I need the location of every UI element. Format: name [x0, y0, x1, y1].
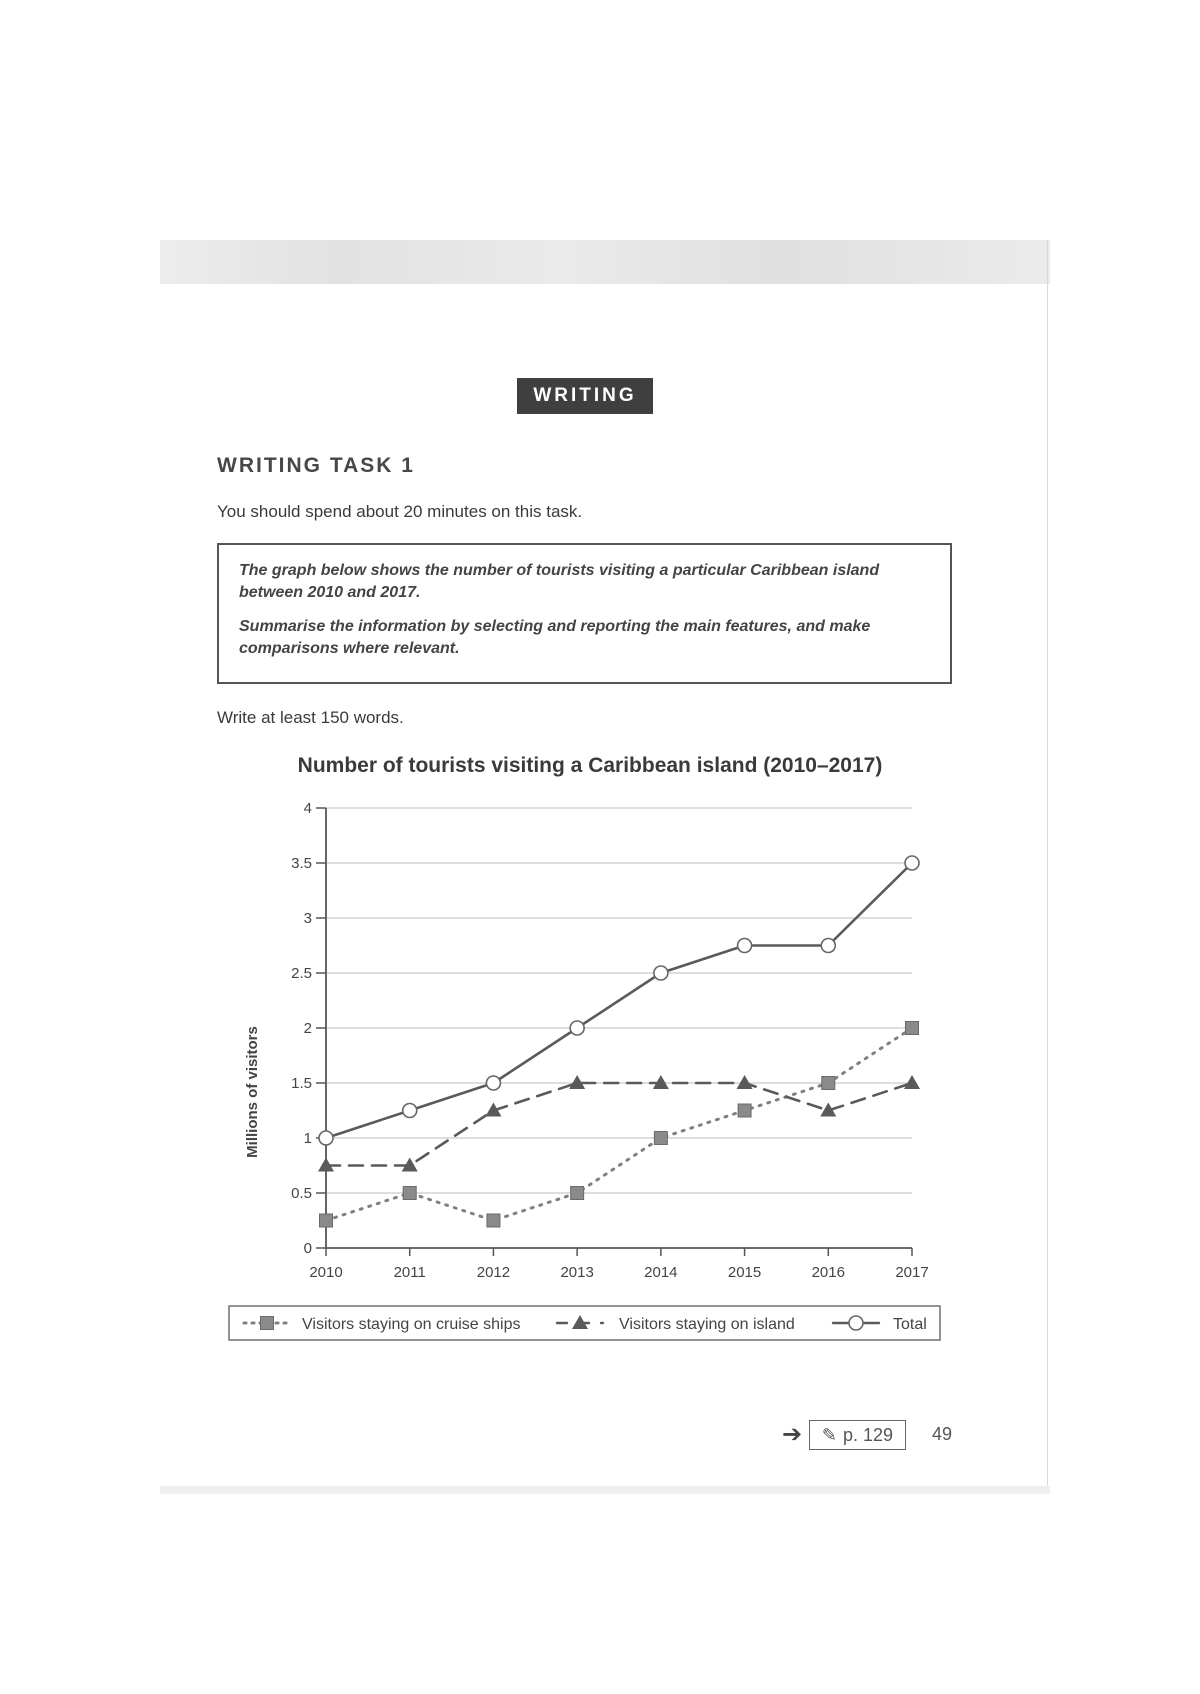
- legend-label-total: Total: [893, 1316, 927, 1333]
- pencil-icon: ✎: [821, 1424, 838, 1445]
- legend-marker-visitors-staying-on-cruise-ships: [261, 1317, 274, 1330]
- y-tick-label: 0.5: [291, 1185, 312, 1202]
- y-tick-label: 1: [303, 1130, 312, 1147]
- task-prompt-description: The graph below shows the number of tourists visiting a particular Caribbean island between 2010 and 2017.: [239, 562, 880, 601]
- data-point-visitors-staying-on-cruise-ships: [403, 1187, 416, 1200]
- y-tick-label: 3: [303, 910, 312, 927]
- data-point-visitors-staying-on-cruise-ships: [906, 1022, 919, 1035]
- page-number: 49: [932, 1424, 953, 1444]
- page-reference[interactable]: [809, 1420, 906, 1450]
- y-tick-label: 0: [303, 1240, 312, 1257]
- data-point-visitors-staying-on-island: [904, 1075, 920, 1089]
- arrow-right-icon: ➔: [782, 1421, 803, 1448]
- data-point-visitors-staying-on-cruise-ships: [654, 1132, 667, 1145]
- data-point-visitors-staying-on-cruise-ships: [320, 1214, 333, 1227]
- section-label: WRITING: [517, 378, 653, 414]
- data-point-total: [570, 1021, 584, 1035]
- scan-shadow-top: [160, 240, 1050, 284]
- series-line-visitors-staying-on-island: [326, 1083, 912, 1166]
- x-tick-label: 2013: [560, 1264, 594, 1281]
- y-tick-label: 1.5: [291, 1075, 312, 1092]
- chart-title: Number of tourists visiting a Caribbean island (2010–2017): [297, 754, 883, 777]
- data-point-visitors-staying-on-cruise-ships: [822, 1077, 835, 1090]
- x-tick-label: 2017: [895, 1264, 929, 1281]
- time-instruction: You should spend about 20 minutes on this task.: [217, 502, 583, 521]
- x-tick-label: 2010: [309, 1264, 343, 1281]
- data-point-total: [654, 966, 668, 980]
- data-point-total: [738, 939, 752, 953]
- x-tick-label: 2012: [476, 1264, 511, 1281]
- tick-labels: [291, 800, 929, 1281]
- series-markers: [318, 856, 920, 1227]
- y-axis-label: Millions of visitors: [244, 1026, 261, 1158]
- task-heading: WRITING TASK 1: [217, 454, 415, 477]
- page-reference-label: p. 129: [843, 1424, 894, 1445]
- data-point-total: [403, 1104, 417, 1118]
- x-tick-label: 2014: [644, 1264, 678, 1281]
- data-point-visitors-staying-on-island: [737, 1075, 753, 1089]
- y-tick-label: 4: [303, 800, 312, 817]
- legend-label-visitors-staying-on-island: Visitors staying on island: [619, 1316, 795, 1333]
- data-point-total: [821, 939, 835, 953]
- task-prompt-instruction: Summarise the information by selecting and reporting the main features, and make comparisons where relevant.: [239, 618, 871, 657]
- data-point-visitors-staying-on-cruise-ships: [487, 1214, 500, 1227]
- task-prompt-box: [217, 543, 952, 684]
- x-tick-label: 2015: [727, 1264, 762, 1281]
- data-point-total: [486, 1076, 500, 1090]
- y-tick-label: 3.5: [291, 855, 312, 872]
- data-point-total: [905, 856, 919, 870]
- data-point-visitors-staying-on-cruise-ships: [571, 1187, 584, 1200]
- line-chart: [0, 740, 1200, 1360]
- series-line-total: [326, 863, 912, 1138]
- legend-marker-total: [849, 1316, 863, 1330]
- y-tick-label: 2.5: [291, 965, 312, 982]
- x-tick-label: 2016: [811, 1264, 845, 1281]
- scan-shadow-bottom: [160, 1486, 1050, 1494]
- data-point-total: [319, 1131, 333, 1145]
- legend: [229, 1306, 940, 1340]
- legend-label-visitors-staying-on-cruise-ships: Visitors staying on cruise ships: [302, 1316, 521, 1333]
- data-point-visitors-staying-on-cruise-ships: [738, 1104, 751, 1117]
- x-tick-label: 2011: [393, 1264, 426, 1281]
- y-tick-label: 2: [303, 1020, 312, 1037]
- word-instruction: Write at least 150 words.: [217, 708, 404, 727]
